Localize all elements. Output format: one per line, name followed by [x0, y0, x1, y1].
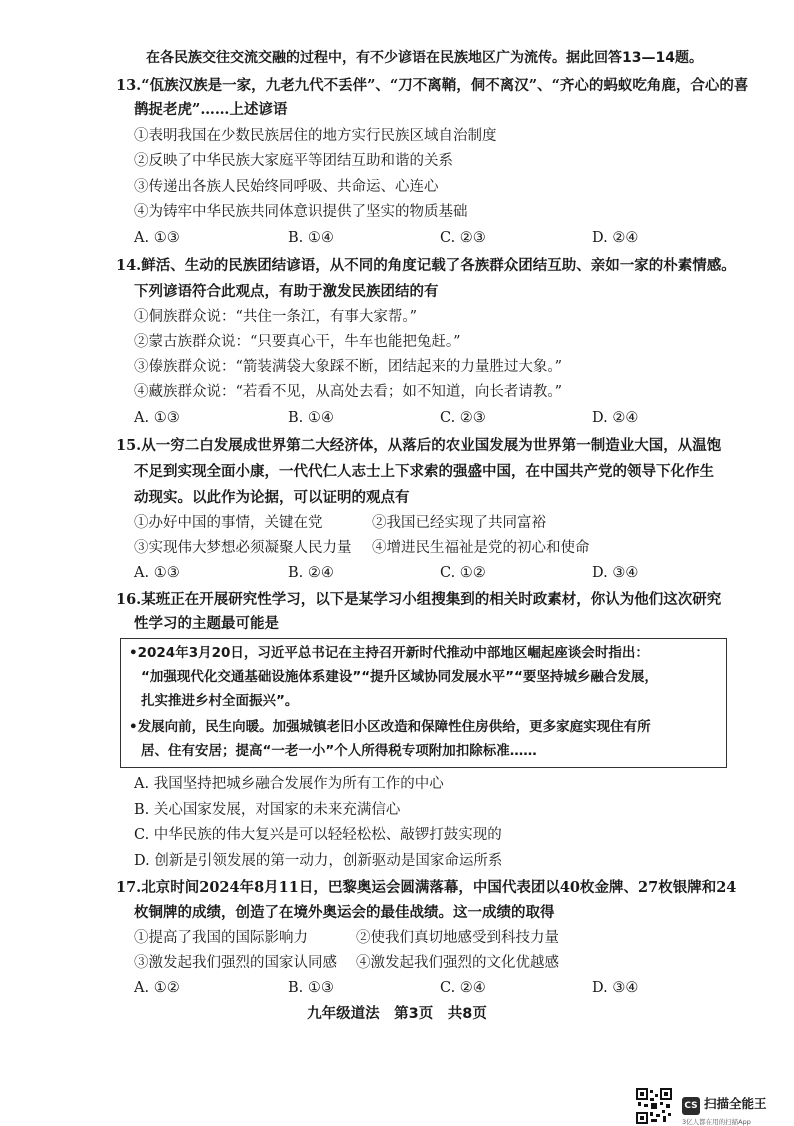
q16-choice-b: B. 关心国家发展，对国家的未来充满信心: [134, 802, 401, 818]
scanner-app-name: 扫描全能王: [704, 1096, 767, 1111]
q13-stem-cont: 鹊捉老虎”……上述谚语: [134, 101, 288, 118]
q13-option-4: ④为铸牢中华民族共同体意识提供了坚实的物质基础: [134, 204, 468, 220]
q15-option-1: ①办好中国的事情，关键在党: [134, 515, 323, 531]
page-footer: 九年级道法 第3页 共8页: [307, 1006, 487, 1022]
q14-option-3: ③傣族群众说：“箭装满袋大象踩不断，团结起来的力量胜过大象。”: [134, 359, 563, 375]
material-line-3: 扎实推进乡村全面振兴”。: [141, 693, 299, 709]
q13-choice-d: D. ②④: [592, 230, 639, 246]
q16-choice-d: D. 创新是引领发展的第一动力，创新驱动是国家命运所系: [134, 853, 503, 869]
q17-choice-d: D. ③④: [592, 980, 639, 996]
q15-option-4: ④增进民生福祉是党的初心和使命: [372, 540, 590, 556]
q16-choice-c: C. 中华民族的伟大复兴是可以轻轻松松、敲锣打鼓实现的: [134, 827, 502, 843]
q17-stem: 17.北京时间2024年8月11日，巴黎奥运会圆满落幕，中国代表团以40枚金牌、27枚银牌和24: [116, 879, 737, 896]
q17-option-1: ①提高了我国的国际影响力: [134, 930, 308, 946]
q14-option-4: ④藏族群众说：“若看不见，从高处去看；如不知道，向长者请教。”: [134, 384, 563, 400]
q17-option-4: ④激发起我们强烈的文化优越感: [356, 955, 559, 971]
q14-choice-d: D. ②④: [592, 410, 639, 426]
q16-stem: 16.某班正在开展研究性学习，以下是某学习小组搜集到的相关时政素材，你认为他们这次研究: [116, 591, 722, 608]
q15-stem: 15.从一穷二白发展成世界第二大经济体，从落后的农业国发展为世界第一制造业大国，从温饱: [116, 437, 722, 454]
q14-option-1: ①侗族群众说：“共住一条江，有事大家帮。”: [134, 309, 418, 325]
q13-choice-c: C. ②③: [440, 230, 486, 246]
material-line-1: •2024年3月20日，习近平总书记在主持召开新时代推动中部地区崛起座谈会时指出：: [129, 645, 649, 661]
q13-choice-a: A. ①③: [134, 230, 180, 246]
q17-choice-a: A. ①②: [134, 980, 180, 996]
q14-stem-cont: 下列谚语符合此观点，有助于激发民族团结的有: [134, 283, 439, 300]
q14-option-2: ②蒙古族群众说：“只要真心干，牛车也能把兔赶。”: [134, 334, 461, 350]
q15-stem-cont-1: 不足到实现全面小康，一代代仁人志士上下求索的强盛中国，在中国共产党的领导下化作生: [134, 463, 714, 480]
q15-option-2: ②我国已经实现了共同富裕: [372, 515, 546, 531]
q14-choice-c: C. ②③: [440, 410, 486, 426]
q17-option-3: ③激发起我们强烈的国家认同感: [134, 955, 337, 971]
q15-choice-c: C. ①②: [440, 565, 486, 581]
q13-stem: 13.“佤族汉族是一家，九老九代不丢伴”、“刀不离鞘，侗不离汉”、“齐心的蚂蚁吃角鹿，合心的喜: [116, 77, 749, 94]
q13-option-3: ③传递出各族人民始终同呼吸、共命运、心连心: [134, 179, 439, 195]
q16-stem-cont: 性学习的主题最可能是: [134, 615, 279, 632]
material-line-4: •发展向前，民生向暖。加强城镇老旧小区改造和保障性住房供给，更多家庭实现住有所: [129, 719, 651, 735]
q13-choice-b: B. ①④: [288, 230, 334, 246]
scanner-tagline: 3亿人都在用的扫描App: [682, 1118, 751, 1126]
q17-stem-cont: 枚铜牌的成绩，创造了在境外奥运会的最佳战绩。这一成绩的取得: [134, 904, 555, 921]
q17-choice-b: B. ①③: [288, 980, 334, 996]
material-line-5: 居、住有安居；提高“一老一小”个人所得税专项附加扣除标准……: [141, 743, 537, 759]
material-line-2: “加强现代化交通基础设施体系建设”“提升区域协同发展水平”“要坚持城乡融合发展，: [141, 669, 658, 685]
q15-choice-d: D. ③④: [592, 565, 639, 581]
q14-stem: 14.鲜活、生动的民族团结谚语，从不同的角度记载了各族群众团结互助、亲如一家的朴素情感。: [116, 257, 736, 274]
qr-code-icon: [636, 1088, 672, 1124]
q15-stem-cont-2: 动现实。以此作为论据，可以证明的观点有: [134, 489, 410, 506]
q14-choice-b: B. ①④: [288, 410, 334, 426]
q15-choice-a: A. ①③: [134, 565, 180, 581]
q16-choice-a: A. 我国坚持把城乡融合发展作为所有工作的中心: [134, 776, 444, 792]
q13-option-2: ②反映了中华民族大家庭平等团结互助和谐的关系: [134, 153, 453, 169]
scanner-logo-icon: CS: [682, 1097, 700, 1115]
q14-choice-a: A. ①③: [134, 410, 180, 426]
q13-option-1: ①表明我国在少数民族居住的地方实行民族区域自治制度: [134, 128, 497, 144]
q15-option-3: ③实现伟大梦想必须凝聚人民力量: [134, 540, 352, 556]
section-intro: 在各民族交往交流交融的过程中，有不少谚语在民族地区广为流传。据此回答13—14题。: [146, 50, 703, 66]
q17-choice-c: C. ②④: [440, 980, 486, 996]
material-box: [120, 638, 727, 768]
q15-choice-b: B. ②④: [288, 565, 334, 581]
q17-option-2: ②使我们真切地感受到科技力量: [356, 930, 559, 946]
